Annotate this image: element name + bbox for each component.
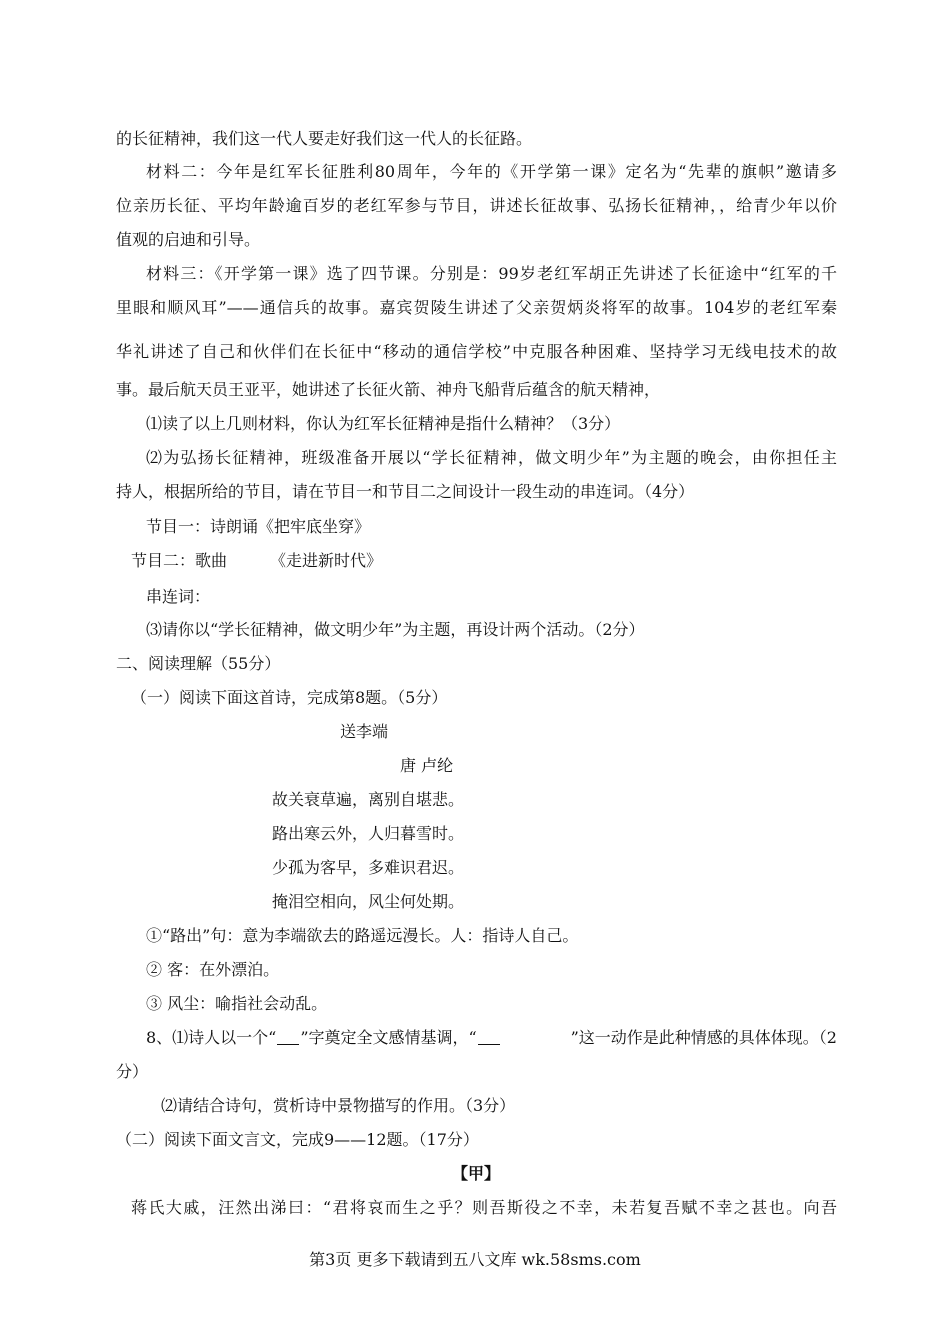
poem-line: 故关衰草遍，离别自堪悲。 [272, 790, 465, 809]
subsection-heading: （二）阅读下面文言文，完成9——12题。（17分） [116, 1130, 479, 1149]
text-line: 材料三：《开学第一课》选了四节课。分别是：99岁老红军胡正先讲述了长征途中“红军的千 [146, 264, 837, 283]
section-heading: 二、阅读理解（55分） [116, 654, 281, 673]
text-line: 持人，根据所给的节目，请在节目一和节目二之间设计一段生动的串连词。（4分） [116, 482, 695, 501]
question-8-1-part: 8、⑴诗人以一个“ [146, 1028, 277, 1047]
text-line: 华礼讲述了自己和伙伴们在长征中“移动的通信学校”中克服各种困难、坚持学习无线电技术的故 [116, 342, 837, 361]
subsection-heading: （一）阅读下面这首诗，完成第8题。（5分） [131, 688, 448, 707]
question-8-1-part: ”字奠定全文感情基调，“ [300, 1028, 477, 1047]
program-2-title: 《走进新时代》 [270, 551, 383, 570]
text-line: 材料二：今年是红军长征胜利80周年，今年的《开学第一课》定名为“先辈的旗帜”邀请多 [146, 162, 837, 181]
answer-blank[interactable] [277, 1030, 299, 1045]
poem-line: 路出寒云外，人归暮雪时。 [272, 824, 465, 843]
question-8-1-part: ”这一动作是此种情感的具体体现。（2 [570, 1028, 837, 1047]
poem-line: 少孤为客早，多难识君迟。 [272, 858, 465, 877]
question-2: ⑵为弘扬长征精神，班级准备开展以“学长征精神，做文明少年”为主题的晚会，由你担任主 [146, 448, 837, 467]
annotation: ①“路出”句：意为李端欲去的路遥远漫长。人：指诗人自己。 [146, 926, 579, 945]
program-1: 节目一：诗朗诵《把牢底坐穿》 [146, 517, 371, 536]
annotation: ② 客：在外漂泊。 [146, 960, 280, 979]
linking-words-label: 串连词： [146, 587, 211, 606]
poem-line: 掩泪空相向，风尘何处期。 [272, 892, 465, 911]
page-footer: 第3页 更多下载请到五八文库 wk.58sms.com [309, 1250, 641, 1269]
text-line: 的长征精神，我们这一代人要走好我们这一代人的长征路。 [116, 129, 533, 148]
poem-author: 唐 卢纶 [400, 756, 454, 775]
text-line: 分） [116, 1062, 149, 1081]
answer-blank[interactable] [478, 1030, 500, 1045]
text-line: 事。最后航天员王亚平，她讲述了长征火箭、神舟飞船背后蕴含的航天精神， [116, 380, 661, 399]
passage-label: 【甲】 [452, 1164, 501, 1183]
question-8-2: ⑵请结合诗句，赏析诗中景物描写的作用。（3分） [161, 1096, 516, 1115]
question-1: ⑴读了以上几则材料，你认为红军长征精神是指什么精神？（3分） [146, 414, 621, 433]
text-line: 位亲历长征、平均年龄逾百岁的老红军参与节目，讲述长征故事、弘扬长征精神，，给青少年以价 [116, 196, 837, 215]
poem-title: 送李端 [340, 722, 389, 741]
text-line: 值观的启迪和引导。 [116, 230, 261, 249]
question-3: ⑶请你以“学长征精神，做文明少年”为主题，再设计两个活动。（2分） [146, 620, 645, 639]
annotation: ③ 风尘：喻指社会动乱。 [146, 994, 328, 1013]
question-8-1 [146, 1027, 837, 1049]
passage-text: 蒋氏大戚，汪然出涕曰：“君将哀而生之乎？则吾斯役之不幸，未若复吾赋不幸之甚也。向吾 [131, 1198, 837, 1217]
program-2-label: 节目二：歌曲 [131, 551, 228, 570]
text-line: 里眼和顺风耳”——通信兵的故事。嘉宾贺陵生讲述了父亲贺炳炎将军的故事。104岁的老红军秦 [116, 298, 837, 317]
